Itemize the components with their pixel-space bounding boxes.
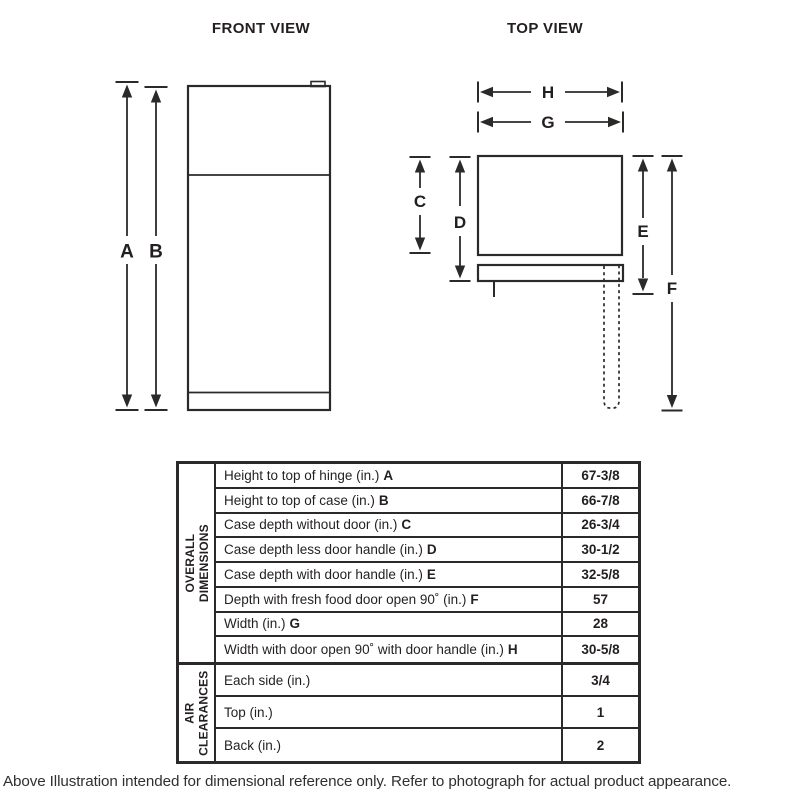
- table-row-label: [216, 489, 561, 514]
- row-letter: D: [426, 542, 437, 558]
- row-label-text: Depth with fresh food door open 90˚ (in.): [224, 591, 467, 607]
- table-row-value: 1: [561, 697, 638, 729]
- top-view-diagram: [410, 82, 683, 411]
- row-label-text: Top (in.): [224, 704, 273, 720]
- dim-label-b: B: [149, 241, 163, 263]
- table-row-value: 2: [561, 729, 638, 761]
- dimension-arrow-e: [633, 156, 654, 294]
- table-row-value: 30-5/8: [561, 637, 638, 662]
- table-row-label: [216, 538, 561, 563]
- table-row-value: 67-3/8: [561, 464, 638, 489]
- header-line: OVERALL: [182, 533, 197, 593]
- dim-label-h: H: [541, 83, 555, 102]
- table-row-label: [216, 514, 561, 539]
- door-top-outline: [478, 265, 623, 281]
- table-row-label: [216, 665, 561, 697]
- table-row-value: 3/4: [561, 665, 638, 697]
- row-letter: B: [378, 492, 389, 508]
- row-label-text: Width with door open 90˚ with door handle (in.): [224, 642, 504, 658]
- row-label-text: Case depth with door handle (in.): [224, 566, 423, 582]
- dim-label-g: G: [541, 113, 555, 132]
- overall-dimensions-section: [179, 464, 638, 662]
- top-view-title: TOP VIEW: [507, 20, 583, 37]
- dim-label-c: C: [413, 192, 427, 211]
- table-row-value: 30-1/2: [561, 538, 638, 563]
- dimension-arrow-d: [450, 157, 471, 281]
- dimension-arrow-a: [116, 82, 139, 410]
- dim-label-a: A: [120, 241, 134, 263]
- table-row-label: [216, 563, 561, 588]
- table-row-label: [216, 464, 561, 489]
- footer-disclaimer: Above Illustration intended for dimensional reference only. Refer to photograph for actual product appearance.: [3, 773, 732, 790]
- dim-label-e: E: [637, 222, 649, 241]
- row-label-text: Height to top of hinge (in.): [224, 467, 380, 483]
- row-label-text: Back (in.): [224, 737, 282, 753]
- dimension-arrow-f: [662, 156, 683, 411]
- table-row-value: 57: [561, 588, 638, 613]
- row-label-text: Height to top of case (in.): [224, 492, 375, 508]
- table-row-label: [216, 613, 561, 638]
- front-view-title: FRONT VIEW: [211, 20, 311, 37]
- row-letter: F: [470, 591, 479, 607]
- row-label-text: Each side (in.): [224, 672, 311, 688]
- table-row-value: 32-5/8: [561, 563, 638, 588]
- open-door-dashed-outline: [604, 266, 619, 408]
- row-label-text: Case depth less door handle (in.): [224, 542, 423, 558]
- overall-dimensions-header: [179, 464, 216, 662]
- table-row-value: 66-7/8: [561, 489, 638, 514]
- row-label-text: Width (in.): [224, 616, 286, 632]
- table-row-label: [216, 697, 561, 729]
- table-row-label: [216, 637, 561, 662]
- air-clearances-section: [179, 662, 638, 761]
- dim-label-d: D: [453, 213, 467, 232]
- row-letter: A: [383, 467, 394, 483]
- dimensions-table: [176, 461, 641, 764]
- row-letter: E: [426, 566, 436, 582]
- table-row-label: [216, 729, 561, 761]
- dimension-arrow-g: [478, 112, 623, 133]
- dimension-arrow-c: [410, 157, 431, 253]
- refrigerator-outline: [188, 86, 330, 410]
- table-row-value: 26-3/4: [561, 514, 638, 539]
- dimension-arrow-h: [478, 82, 622, 103]
- header-line: AIR: [182, 702, 197, 724]
- dimension-arrow-b: [145, 87, 168, 410]
- table-row-label: [216, 588, 561, 613]
- row-letter: G: [289, 616, 301, 632]
- header-line: CLEARANCES: [196, 670, 211, 756]
- table-row-value: 28: [561, 613, 638, 638]
- front-view-diagram: [116, 82, 331, 411]
- dim-label-f: F: [666, 279, 678, 298]
- air-clearances-header: [179, 665, 216, 761]
- row-label-text: Case depth without door (in.): [224, 517, 398, 533]
- case-top-outline: [478, 156, 622, 255]
- header-line: DIMENSIONS: [196, 523, 211, 603]
- row-letter: H: [507, 642, 518, 658]
- row-letter: C: [401, 517, 412, 533]
